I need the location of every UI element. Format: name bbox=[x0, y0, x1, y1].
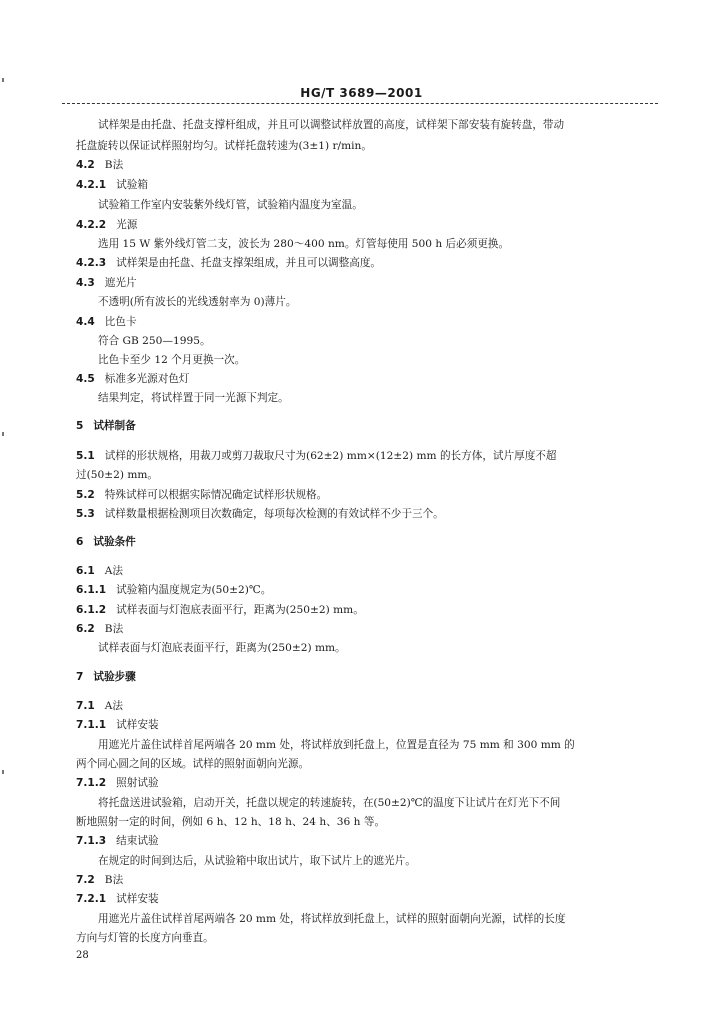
clause-line bbox=[76, 218, 137, 232]
clause-line bbox=[76, 256, 381, 270]
line-text: 特殊试样可以根据实际情况确定试样形状规格。 bbox=[104, 489, 328, 501]
line-text: 试验箱内温度规定为(50±2)℃。 bbox=[116, 584, 272, 596]
clause-number: 5 bbox=[76, 420, 84, 432]
clause-number: 4.2.1 bbox=[76, 179, 107, 191]
section-heading bbox=[76, 535, 136, 549]
line-text: 比色卡 bbox=[104, 316, 137, 328]
line-text: 遮光片 bbox=[104, 277, 137, 289]
body-text-line bbox=[98, 391, 289, 405]
clause-line bbox=[76, 873, 123, 887]
clause-number: 4.3 bbox=[76, 277, 95, 289]
body-text-line bbox=[98, 912, 565, 926]
header-divider bbox=[62, 103, 658, 104]
body-text-line bbox=[98, 641, 346, 655]
line-text: 光源 bbox=[116, 219, 138, 231]
page-number: 28 bbox=[76, 950, 89, 961]
line-text: A法 bbox=[104, 700, 124, 712]
clause-number: 7.1.1 bbox=[76, 719, 107, 731]
scan-edge-mark bbox=[2, 78, 4, 82]
clause-line bbox=[76, 718, 159, 732]
section-heading bbox=[76, 670, 136, 684]
line-text: 断地照射一定的时间，例如 6 h、12 h、18 h、24 h、36 h 等。 bbox=[76, 816, 386, 828]
clause-line bbox=[76, 564, 123, 578]
line-text: A法 bbox=[104, 565, 124, 577]
line-text: 试样架是由托盘、托盘支撑杆组成，并且可以调整试样放置的高度，试样架下部安装有旋转盘，带动 bbox=[98, 119, 565, 131]
clause-line bbox=[76, 622, 123, 636]
line-text: 不透明(所有波长的光线透射率为 0)薄片。 bbox=[98, 296, 297, 308]
clause-number: 6.1.1 bbox=[76, 584, 107, 596]
line-text: 结束试验 bbox=[116, 835, 159, 847]
section-heading-text: 试验步骤 bbox=[93, 671, 136, 683]
clause-line bbox=[76, 158, 123, 172]
line-text: 试样安装 bbox=[116, 719, 159, 731]
body-text-line bbox=[98, 198, 363, 212]
line-text: 将托盘送进试验箱，启动开关，托盘以规定的转速旋转，在(50±2)℃的温度下让试片在灯光下不间 bbox=[98, 797, 561, 809]
line-text: 两个同心圆之间的区域。试样的照射面朝向光源。 bbox=[76, 758, 310, 770]
clause-line bbox=[76, 776, 159, 790]
body-text-line bbox=[98, 295, 296, 309]
clause-line bbox=[76, 372, 190, 386]
clause-number: 7 bbox=[76, 671, 84, 683]
clause-number: 4.2.2 bbox=[76, 219, 107, 231]
line-text: B法 bbox=[104, 159, 124, 171]
body-text-line bbox=[76, 139, 372, 153]
line-text: 比色卡至少 12 个月更换一次。 bbox=[98, 354, 246, 366]
clause-line bbox=[76, 488, 327, 502]
clause-number: 5.1 bbox=[76, 450, 95, 462]
clause-line bbox=[76, 603, 364, 617]
line-text: 方向与灯管的长度方向垂直。 bbox=[76, 932, 214, 944]
clause-line bbox=[76, 315, 137, 329]
line-text: 试样安装 bbox=[116, 893, 159, 905]
line-text: 照射试验 bbox=[116, 777, 159, 789]
line-text: 结果判定，将试样置于同一光源下判定。 bbox=[98, 392, 289, 404]
clause-line bbox=[76, 583, 271, 597]
line-text: B法 bbox=[104, 874, 124, 886]
clause-number: 7.1.3 bbox=[76, 835, 107, 847]
scan-edge-mark bbox=[2, 770, 4, 774]
body-text-line bbox=[76, 757, 309, 771]
line-text: 用遮光片盖住试样首尾两端各 20 mm 处，将试样放到托盘上，试样的照射面朝向光源，试样的长度 bbox=[98, 913, 566, 925]
clause-line bbox=[76, 699, 123, 713]
line-text: 试样架是由托盘、托盘支撑架组成，并且可以调整高度。 bbox=[116, 257, 382, 269]
clause-number: 4.4 bbox=[76, 316, 95, 328]
clause-line bbox=[76, 449, 556, 463]
clause-line bbox=[76, 178, 148, 192]
body-text-line bbox=[98, 237, 509, 251]
clause-number: 4.2 bbox=[76, 159, 95, 171]
body-text-line bbox=[98, 796, 560, 810]
line-text: 过(50±2) mm。 bbox=[76, 469, 159, 481]
line-text: B法 bbox=[104, 623, 124, 635]
line-text: 选用 15 W 紫外线灯管二支，波长为 280～400 nm。灯管每使用 500 h 后必须更换。 bbox=[98, 238, 510, 250]
section-heading bbox=[76, 419, 136, 433]
clause-line bbox=[76, 507, 444, 521]
body-text-line bbox=[98, 738, 575, 752]
scan-edge-mark bbox=[2, 432, 4, 436]
clause-number: 6.1.2 bbox=[76, 604, 107, 616]
clause-number: 5.2 bbox=[76, 489, 95, 501]
clause-number: 6.1 bbox=[76, 565, 95, 577]
clause-number: 7.1 bbox=[76, 700, 95, 712]
clause-number: 5.3 bbox=[76, 508, 95, 520]
line-text: 用遮光片盖住试样首尾两端各 20 mm 处，将试样放到托盘上，位置是直径为 75 mm 和 300 mm 的 bbox=[98, 739, 575, 751]
clause-number: 7.2 bbox=[76, 874, 95, 886]
clause-number: 7.2.1 bbox=[76, 893, 107, 905]
line-text: 试样表面与灯泡底表面平行，距离为(250±2) mm。 bbox=[98, 642, 346, 654]
clause-number: 6 bbox=[76, 536, 84, 548]
body-text-line bbox=[98, 118, 564, 132]
clause-line bbox=[76, 834, 159, 848]
body-text-line bbox=[76, 468, 158, 482]
line-text: 在规定的时间到达后，从试验箱中取出试片，取下试片上的遮光片。 bbox=[98, 855, 416, 867]
section-heading-text: 试样制备 bbox=[93, 420, 136, 432]
body-text-line bbox=[98, 334, 211, 348]
line-text: 托盘旋转以保证试样照射均匀。试样托盘转速为(3±1) r/min。 bbox=[76, 140, 372, 152]
line-text: 试验箱 bbox=[116, 179, 148, 191]
line-text: 试样数量根据检测项目次数确定，每项每次检测的有效试样不少于三个。 bbox=[104, 508, 444, 520]
line-text: 试验箱工作室内安装紫外线灯管，试验箱内温度为室温。 bbox=[98, 199, 363, 211]
line-text: 试样的形状规格，用裁刀或剪刀裁取尺寸为(62±2) mm×(12±2) mm 的长方体，试片厚度不超 bbox=[104, 450, 557, 462]
body-text-line bbox=[98, 854, 416, 868]
clause-number: 7.1.2 bbox=[76, 777, 107, 789]
page-header-standard-number: HG/T 3689—2001 bbox=[300, 86, 423, 100]
clause-number: 4.5 bbox=[76, 373, 95, 385]
line-text: 试样表面与灯泡底表面平行，距离为(250±2) mm。 bbox=[116, 604, 364, 616]
clause-line bbox=[76, 276, 137, 290]
line-text: 符合 GB 250—1995。 bbox=[98, 335, 211, 347]
body-text-line bbox=[76, 815, 385, 829]
clause-line bbox=[76, 892, 159, 906]
clause-number: 4.2.3 bbox=[76, 257, 107, 269]
body-text-line bbox=[98, 353, 245, 367]
section-heading-text: 试验条件 bbox=[93, 536, 136, 548]
body-text-line bbox=[76, 931, 214, 945]
clause-number: 6.2 bbox=[76, 623, 95, 635]
line-text: 标准多光源对色灯 bbox=[104, 373, 190, 385]
